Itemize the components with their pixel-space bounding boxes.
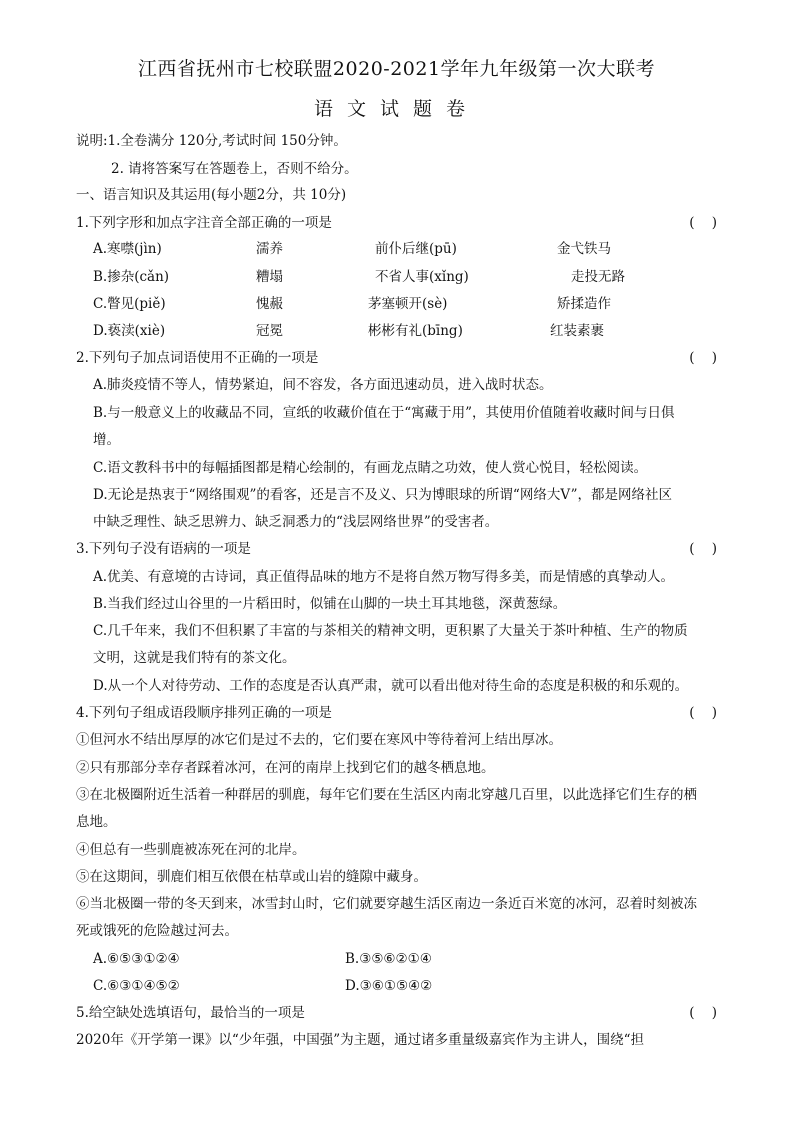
- q4-sentence-6-line-1: ⑥当北极圈一带的冬天到来，冰雪封山时，它们就要穿越生活区南边一条近百米宽的冰河，忍着时刻被冻: [76, 896, 697, 912]
- q1-option-b-item-1: B.掺杂(cǎn): [93, 269, 170, 285]
- q2-option-d-line-2: 中缺乏理性、缺乏思辨力、缺乏洞悉力的“浅层网络世界”的受害者。: [93, 514, 499, 530]
- q4-sentence-1: ①但河水不结出厚厚的冰它们是过不去的，它们要在寒风中等待着河上结出厚冰。: [76, 732, 562, 748]
- q1-option-a-item-1: A.寒噤(jìn): [93, 241, 162, 257]
- exam-subtitle: 语文试题卷: [313, 98, 479, 120]
- q2-option-b-line-2: 增。: [93, 432, 120, 448]
- q4-option-b: B.③⑤⑥②①④: [345, 951, 432, 967]
- q3-option-a: A.优美、有意境的古诗词，真正值得品味的地方不是将自然万物写得多美，而是情感的真挚动人。: [93, 569, 675, 585]
- section-heading: 一、语言知识及其运用(每小题2分，共 10分): [76, 187, 347, 203]
- q2-option-a: A.肺炎疫情不等人，情势紧迫，间不容发，各方面迅速动员，进入战时状态。: [93, 377, 553, 393]
- q4-sentence-5: ⑤在这期间，驯鹿们相互依偎在枯草或山岩的缝隙中藏身。: [76, 869, 427, 885]
- q3-option-c-line-1: C.几千年来，我们不但积累了丰富的与茶相关的精神文明，更积累了大量关于茶叶种植、生产的物质: [93, 623, 688, 639]
- question-3-stem: 3.下列句子没有语病的一项是: [76, 541, 251, 557]
- q4-sentence-3-line-2: 息地。: [76, 814, 117, 830]
- q1-option-c-item-1: C.瞥见(piě): [93, 296, 166, 312]
- question-5-stem: 5.给空缺处选填语句，最恰当的一项是: [76, 1005, 305, 1021]
- instructions-line-2: 2. 请将答案写在答题卷上，否则不给分。: [111, 161, 358, 177]
- q1-option-c-item-2: 愧赧: [256, 296, 283, 312]
- answer-blank-q5: ( ): [689, 1005, 717, 1021]
- q4-sentence-3-line-1: ③在北极圈附近生活着一种群居的驯鹿，每年它们要在生活区内南北穿越几百里，以此选择它们生存的栖: [76, 787, 697, 803]
- q1-option-c-item-4: 矫揉造作: [557, 296, 611, 312]
- q2-option-c: C.语文教科书中的每幅插图都是精心绘制的，有画龙点睛之功效，使人赏心悦目，轻松阅读。: [93, 460, 648, 476]
- q1-option-d-item-4: 红装素裹: [550, 323, 604, 339]
- q4-option-c: C.⑥③①④⑤②: [93, 978, 180, 994]
- q2-option-d-line-1: D.无论是热衷于“网络围观”的看客，还是言不及义、只为博眼球的所谓“网络大V”，都是网络社区: [93, 487, 672, 503]
- q1-option-d-item-1: D.亵渎(xiè): [93, 323, 166, 339]
- question-1-stem: 1.下列字形和加点字注音全部正确的一项是: [76, 215, 332, 231]
- q1-option-b-item-2: 糟塌: [256, 269, 283, 285]
- exam-title: 江西省抚州市七校联盟2020-2021学年九年级第一次大联考: [137, 58, 656, 80]
- q3-option-b: B.当我们经过山谷里的一片稻田时，似铺在山脚的一块土耳其地毯，深黄葱绿。: [93, 596, 567, 612]
- q1-option-d-item-3: 彬彬有礼(bīng): [368, 323, 463, 339]
- q1-option-a-item-2: 濡养: [256, 241, 283, 257]
- q1-option-a-item-4: 金弋铁马: [557, 241, 611, 257]
- q4-sentence-2: ②只有那部分幸存者踩着冰河，在河的南岸上找到它们的越冬栖息地。: [76, 760, 495, 776]
- q4-sentence-4: ④但总有一些驯鹿被冻死在河的北岸。: [76, 842, 306, 858]
- q3-option-d: D.从一个人对待劳动、工作的态度是否认真严肃，就可以看出他对待生命的态度是积极的和乐观的。: [93, 678, 689, 694]
- q1-option-a-item-3: 前仆后继(pū): [375, 241, 457, 257]
- q1-option-d-item-2: 冠冕: [256, 323, 283, 339]
- q1-option-b-item-3: 不省人事(xǐng): [375, 269, 469, 285]
- question-2-stem: 2.下列句子加点词语使用不正确的一项是: [76, 350, 319, 366]
- q4-sentence-6-line-2: 死或饿死的危险越过河去。: [76, 923, 238, 939]
- answer-blank-q4: ( ): [689, 705, 717, 721]
- q1-option-b-item-4: 走投无路: [571, 269, 625, 285]
- q3-option-c-line-2: 文明，这就是我们特有的茶文化。: [93, 650, 296, 666]
- q4-option-d: D.③⑥①⑤④②: [345, 978, 433, 994]
- q4-option-a: A.⑥⑤③①②④: [93, 951, 180, 967]
- answer-blank-q1: ( ): [689, 215, 717, 231]
- q2-option-b-line-1: B.与一般意义上的收藏品不同，宣纸的收藏价值在于“寓藏于用”，其使用价值随着收藏时间与日俱: [93, 405, 675, 421]
- answer-blank-q3: ( ): [689, 541, 717, 557]
- instructions-line-1: 说明:1.全卷满分 120分,考试时间 150分钟。: [76, 133, 347, 149]
- question-4-stem: 4.下列句子组成语段顺序排列正确的一项是: [76, 705, 332, 721]
- q5-passage-line-1: 2020年《开学第一课》以“少年强，中国强”为主题，通过诸多重量级嘉宾作为主讲人，围绕“担: [76, 1032, 645, 1048]
- q1-option-c-item-3: 茅塞顿开(sè): [368, 296, 448, 312]
- answer-blank-q2: ( ): [689, 350, 717, 366]
